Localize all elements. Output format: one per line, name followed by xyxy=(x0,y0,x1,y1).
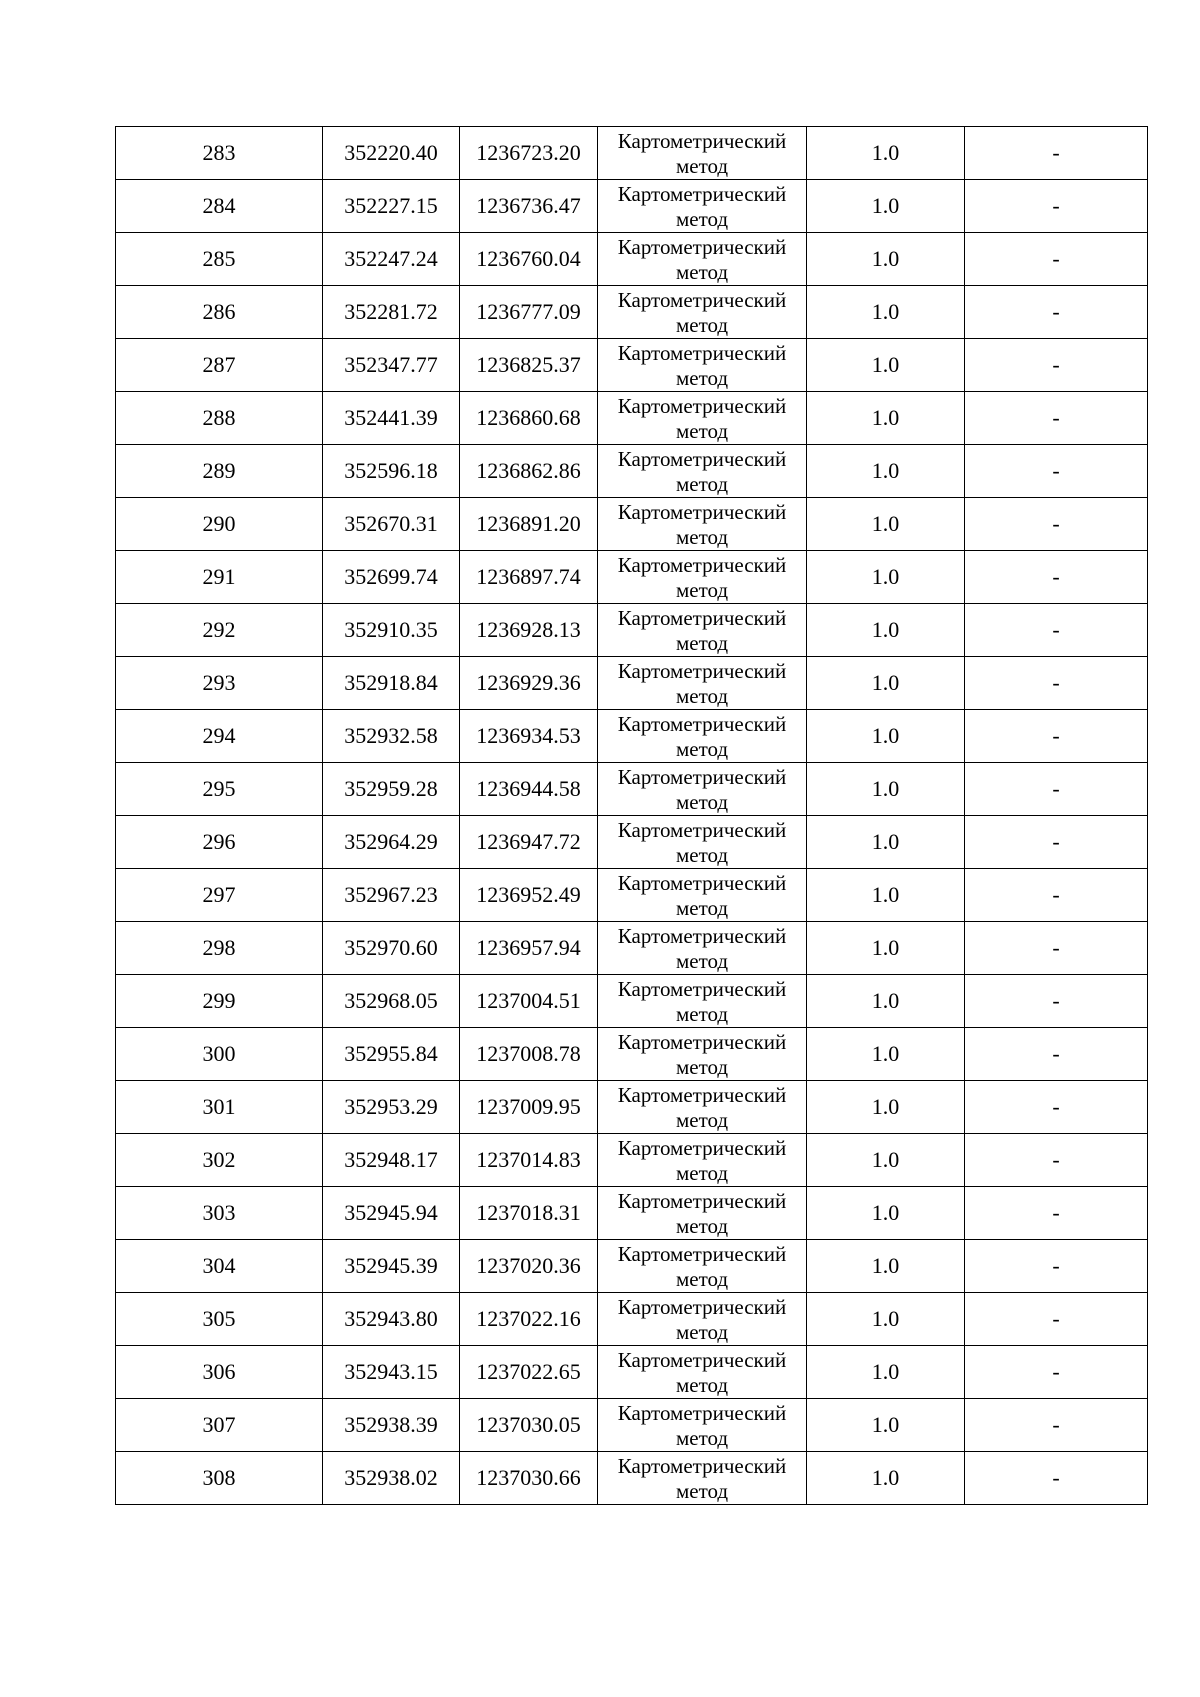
accuracy-cell: 1.0 xyxy=(807,1187,965,1240)
coordinates-table xyxy=(115,126,1148,1505)
point-number-cell: 293 xyxy=(116,657,323,710)
point-number-cell: 289 xyxy=(116,445,323,498)
table-row xyxy=(116,233,1148,286)
x-coordinate-cell: 352945.94 xyxy=(323,1187,460,1240)
y-coordinate-cell: 1236777.09 xyxy=(460,286,598,339)
y-coordinate-cell: 1236952.49 xyxy=(460,869,598,922)
x-coordinate-cell: 352910.35 xyxy=(323,604,460,657)
method-line-2: метод xyxy=(675,524,729,549)
x-coordinate-cell: 352699.74 xyxy=(323,551,460,604)
y-coordinate-cell: 1236862.86 xyxy=(460,445,598,498)
x-coordinate-cell: 352945.39 xyxy=(323,1240,460,1293)
point-number-cell: 304 xyxy=(116,1240,323,1293)
method-line-2: метод xyxy=(675,577,729,602)
note-cell: - xyxy=(965,1346,1148,1399)
note-cell: - xyxy=(965,1399,1148,1452)
x-coordinate-cell: 352220.40 xyxy=(323,127,460,180)
accuracy-cell: 1.0 xyxy=(807,816,965,869)
point-number-cell: 284 xyxy=(116,180,323,233)
table-row xyxy=(116,657,1148,710)
method-line-1: Картометрический xyxy=(617,605,787,630)
method-line-2: метод xyxy=(675,1372,729,1397)
y-coordinate-cell: 1236957.94 xyxy=(460,922,598,975)
method-line-1: Картометрический xyxy=(617,870,787,895)
y-coordinate-cell: 1237004.51 xyxy=(460,975,598,1028)
point-number-cell: 296 xyxy=(116,816,323,869)
table-row xyxy=(116,869,1148,922)
accuracy-cell: 1.0 xyxy=(807,1081,965,1134)
method-line-1: Картометрический xyxy=(617,287,787,312)
x-coordinate-cell: 352959.28 xyxy=(323,763,460,816)
method-line-1: Картометрический xyxy=(617,234,787,259)
method-cell xyxy=(598,657,807,710)
method-line-2: метод xyxy=(675,365,729,390)
method-line-2: метод xyxy=(675,842,729,867)
method-line-2: метод xyxy=(675,206,729,231)
x-coordinate-cell: 352938.02 xyxy=(323,1452,460,1505)
table-row xyxy=(116,1187,1148,1240)
method-cell xyxy=(598,286,807,339)
method-line-1: Картометрический xyxy=(617,446,787,471)
note-cell: - xyxy=(965,816,1148,869)
y-coordinate-cell: 1237008.78 xyxy=(460,1028,598,1081)
table-row xyxy=(116,339,1148,392)
method-cell xyxy=(598,816,807,869)
method-line-2: метод xyxy=(675,1478,729,1503)
x-coordinate-cell: 352968.05 xyxy=(323,975,460,1028)
x-coordinate-cell: 352281.72 xyxy=(323,286,460,339)
y-coordinate-cell: 1237014.83 xyxy=(460,1134,598,1187)
note-cell: - xyxy=(965,1134,1148,1187)
y-coordinate-cell: 1237030.05 xyxy=(460,1399,598,1452)
method-line-1: Картометрический xyxy=(617,711,787,736)
method-line-2: метод xyxy=(675,1107,729,1132)
method-line-1: Картометрический xyxy=(617,1082,787,1107)
y-coordinate-cell: 1237009.95 xyxy=(460,1081,598,1134)
table-row xyxy=(116,1028,1148,1081)
y-coordinate-cell: 1237022.65 xyxy=(460,1346,598,1399)
x-coordinate-cell: 352347.77 xyxy=(323,339,460,392)
point-number-cell: 308 xyxy=(116,1452,323,1505)
y-coordinate-cell: 1237022.16 xyxy=(460,1293,598,1346)
y-coordinate-cell: 1236897.74 xyxy=(460,551,598,604)
method-cell xyxy=(598,1399,807,1452)
table-row xyxy=(116,498,1148,551)
note-cell: - xyxy=(965,1452,1148,1505)
y-coordinate-cell: 1236891.20 xyxy=(460,498,598,551)
method-line-1: Картометрический xyxy=(617,1294,787,1319)
x-coordinate-cell: 352967.23 xyxy=(323,869,460,922)
table-row xyxy=(116,127,1148,180)
note-cell: - xyxy=(965,604,1148,657)
method-cell xyxy=(598,922,807,975)
accuracy-cell: 1.0 xyxy=(807,392,965,445)
table-row xyxy=(116,1240,1148,1293)
x-coordinate-cell: 352247.24 xyxy=(323,233,460,286)
note-cell: - xyxy=(965,763,1148,816)
note-cell: - xyxy=(965,551,1148,604)
method-cell xyxy=(598,498,807,551)
x-coordinate-cell: 352953.29 xyxy=(323,1081,460,1134)
x-coordinate-cell: 352932.58 xyxy=(323,710,460,763)
method-line-2: метод xyxy=(675,948,729,973)
y-coordinate-cell: 1236934.53 xyxy=(460,710,598,763)
accuracy-cell: 1.0 xyxy=(807,657,965,710)
point-number-cell: 306 xyxy=(116,1346,323,1399)
note-cell: - xyxy=(965,1187,1148,1240)
y-coordinate-cell: 1237020.36 xyxy=(460,1240,598,1293)
method-cell xyxy=(598,1293,807,1346)
point-number-cell: 294 xyxy=(116,710,323,763)
method-cell xyxy=(598,763,807,816)
x-coordinate-cell: 352943.15 xyxy=(323,1346,460,1399)
x-coordinate-cell: 352964.29 xyxy=(323,816,460,869)
table-row xyxy=(116,1081,1148,1134)
y-coordinate-cell: 1237030.66 xyxy=(460,1452,598,1505)
y-coordinate-cell: 1236947.72 xyxy=(460,816,598,869)
table-row xyxy=(116,1346,1148,1399)
method-line-2: метод xyxy=(675,1001,729,1026)
method-line-2: метод xyxy=(675,418,729,443)
method-line-2: метод xyxy=(675,630,729,655)
method-cell xyxy=(598,339,807,392)
table-row xyxy=(116,180,1148,233)
method-cell xyxy=(598,233,807,286)
accuracy-cell: 1.0 xyxy=(807,1293,965,1346)
point-number-cell: 302 xyxy=(116,1134,323,1187)
accuracy-cell: 1.0 xyxy=(807,180,965,233)
method-cell xyxy=(598,551,807,604)
method-cell xyxy=(598,180,807,233)
point-number-cell: 287 xyxy=(116,339,323,392)
note-cell: - xyxy=(965,286,1148,339)
table-row xyxy=(116,710,1148,763)
point-number-cell: 299 xyxy=(116,975,323,1028)
method-line-1: Картометрический xyxy=(617,976,787,1001)
method-cell xyxy=(598,392,807,445)
method-cell xyxy=(598,975,807,1028)
accuracy-cell: 1.0 xyxy=(807,975,965,1028)
x-coordinate-cell: 352938.39 xyxy=(323,1399,460,1452)
point-number-cell: 307 xyxy=(116,1399,323,1452)
note-cell: - xyxy=(965,233,1148,286)
y-coordinate-cell: 1236760.04 xyxy=(460,233,598,286)
x-coordinate-cell: 352441.39 xyxy=(323,392,460,445)
table-row xyxy=(116,445,1148,498)
table-row xyxy=(116,763,1148,816)
method-cell xyxy=(598,1346,807,1399)
x-coordinate-cell: 352943.80 xyxy=(323,1293,460,1346)
y-coordinate-cell: 1236723.20 xyxy=(460,127,598,180)
point-number-cell: 295 xyxy=(116,763,323,816)
x-coordinate-cell: 352948.17 xyxy=(323,1134,460,1187)
point-number-cell: 303 xyxy=(116,1187,323,1240)
point-number-cell: 288 xyxy=(116,392,323,445)
accuracy-cell: 1.0 xyxy=(807,1134,965,1187)
method-line-2: метод xyxy=(675,1054,729,1079)
method-line-2: метод xyxy=(675,1160,729,1185)
accuracy-cell: 1.0 xyxy=(807,922,965,975)
method-cell xyxy=(598,127,807,180)
note-cell: - xyxy=(965,922,1148,975)
accuracy-cell: 1.0 xyxy=(807,869,965,922)
method-line-1: Картометрический xyxy=(617,393,787,418)
method-cell xyxy=(598,710,807,763)
accuracy-cell: 1.0 xyxy=(807,445,965,498)
point-number-cell: 298 xyxy=(116,922,323,975)
method-line-1: Картометрический xyxy=(617,1241,787,1266)
method-cell xyxy=(598,1081,807,1134)
note-cell: - xyxy=(965,127,1148,180)
method-line-2: метод xyxy=(675,259,729,284)
method-line-2: метод xyxy=(675,1266,729,1291)
accuracy-cell: 1.0 xyxy=(807,1028,965,1081)
note-cell: - xyxy=(965,392,1148,445)
method-line-2: метод xyxy=(675,1213,729,1238)
point-number-cell: 286 xyxy=(116,286,323,339)
table-row xyxy=(116,604,1148,657)
method-line-2: метод xyxy=(675,895,729,920)
table-row xyxy=(116,922,1148,975)
x-coordinate-cell: 352670.31 xyxy=(323,498,460,551)
table-row xyxy=(116,1452,1148,1505)
accuracy-cell: 1.0 xyxy=(807,604,965,657)
note-cell: - xyxy=(965,1240,1148,1293)
table-row xyxy=(116,392,1148,445)
y-coordinate-cell: 1236928.13 xyxy=(460,604,598,657)
method-line-1: Картометрический xyxy=(617,128,787,153)
note-cell: - xyxy=(965,498,1148,551)
point-number-cell: 285 xyxy=(116,233,323,286)
method-line-1: Картометрический xyxy=(617,923,787,948)
note-cell: - xyxy=(965,710,1148,763)
accuracy-cell: 1.0 xyxy=(807,339,965,392)
method-cell xyxy=(598,604,807,657)
accuracy-cell: 1.0 xyxy=(807,1399,965,1452)
point-number-cell: 301 xyxy=(116,1081,323,1134)
accuracy-cell: 1.0 xyxy=(807,763,965,816)
table-row xyxy=(116,816,1148,869)
method-cell xyxy=(598,1187,807,1240)
note-cell: - xyxy=(965,1028,1148,1081)
method-line-2: метод xyxy=(675,1425,729,1450)
method-cell xyxy=(598,1452,807,1505)
method-line-1: Картометрический xyxy=(617,1188,787,1213)
method-line-2: метод xyxy=(675,683,729,708)
note-cell: - xyxy=(965,869,1148,922)
y-coordinate-cell: 1236860.68 xyxy=(460,392,598,445)
table-row xyxy=(116,551,1148,604)
method-cell xyxy=(598,1240,807,1293)
note-cell: - xyxy=(965,1081,1148,1134)
method-line-1: Картометрический xyxy=(617,658,787,683)
accuracy-cell: 1.0 xyxy=(807,1452,965,1505)
method-line-2: метод xyxy=(675,471,729,496)
method-line-2: метод xyxy=(675,1319,729,1344)
note-cell: - xyxy=(965,339,1148,392)
x-coordinate-cell: 352227.15 xyxy=(323,180,460,233)
point-number-cell: 300 xyxy=(116,1028,323,1081)
method-cell xyxy=(598,445,807,498)
y-coordinate-cell: 1236825.37 xyxy=(460,339,598,392)
y-coordinate-cell: 1236944.58 xyxy=(460,763,598,816)
note-cell: - xyxy=(965,445,1148,498)
point-number-cell: 290 xyxy=(116,498,323,551)
table-row xyxy=(116,1134,1148,1187)
method-cell xyxy=(598,1028,807,1081)
point-number-cell: 305 xyxy=(116,1293,323,1346)
point-number-cell: 283 xyxy=(116,127,323,180)
method-line-1: Картометрический xyxy=(617,181,787,206)
note-cell: - xyxy=(965,975,1148,1028)
y-coordinate-cell: 1237018.31 xyxy=(460,1187,598,1240)
method-line-2: метод xyxy=(675,789,729,814)
method-line-1: Картометрический xyxy=(617,1453,787,1478)
accuracy-cell: 1.0 xyxy=(807,233,965,286)
x-coordinate-cell: 352970.60 xyxy=(323,922,460,975)
point-number-cell: 297 xyxy=(116,869,323,922)
accuracy-cell: 1.0 xyxy=(807,498,965,551)
note-cell: - xyxy=(965,180,1148,233)
point-number-cell: 291 xyxy=(116,551,323,604)
method-line-1: Картометрический xyxy=(617,1400,787,1425)
method-line-1: Картометрический xyxy=(617,1135,787,1160)
accuracy-cell: 1.0 xyxy=(807,551,965,604)
method-cell xyxy=(598,869,807,922)
x-coordinate-cell: 352596.18 xyxy=(323,445,460,498)
coordinates-table-body xyxy=(116,127,1148,1505)
method-line-1: Картометрический xyxy=(617,1029,787,1054)
x-coordinate-cell: 352955.84 xyxy=(323,1028,460,1081)
point-number-cell: 292 xyxy=(116,604,323,657)
method-line-1: Картометрический xyxy=(617,340,787,365)
method-line-1: Картометрический xyxy=(617,1347,787,1372)
method-line-1: Картометрический xyxy=(617,552,787,577)
method-line-1: Картометрический xyxy=(617,764,787,789)
note-cell: - xyxy=(965,657,1148,710)
table-row xyxy=(116,286,1148,339)
y-coordinate-cell: 1236736.47 xyxy=(460,180,598,233)
table-row xyxy=(116,1293,1148,1346)
x-coordinate-cell: 352918.84 xyxy=(323,657,460,710)
note-cell: - xyxy=(965,1293,1148,1346)
y-coordinate-cell: 1236929.36 xyxy=(460,657,598,710)
method-line-1: Картометрический xyxy=(617,817,787,842)
method-line-2: метод xyxy=(675,153,729,178)
accuracy-cell: 1.0 xyxy=(807,286,965,339)
accuracy-cell: 1.0 xyxy=(807,710,965,763)
accuracy-cell: 1.0 xyxy=(807,1346,965,1399)
method-cell xyxy=(598,1134,807,1187)
accuracy-cell: 1.0 xyxy=(807,127,965,180)
table-row xyxy=(116,975,1148,1028)
method-line-2: метод xyxy=(675,736,729,761)
table-row xyxy=(116,1399,1148,1452)
method-line-2: метод xyxy=(675,312,729,337)
method-line-1: Картометрический xyxy=(617,499,787,524)
accuracy-cell: 1.0 xyxy=(807,1240,965,1293)
